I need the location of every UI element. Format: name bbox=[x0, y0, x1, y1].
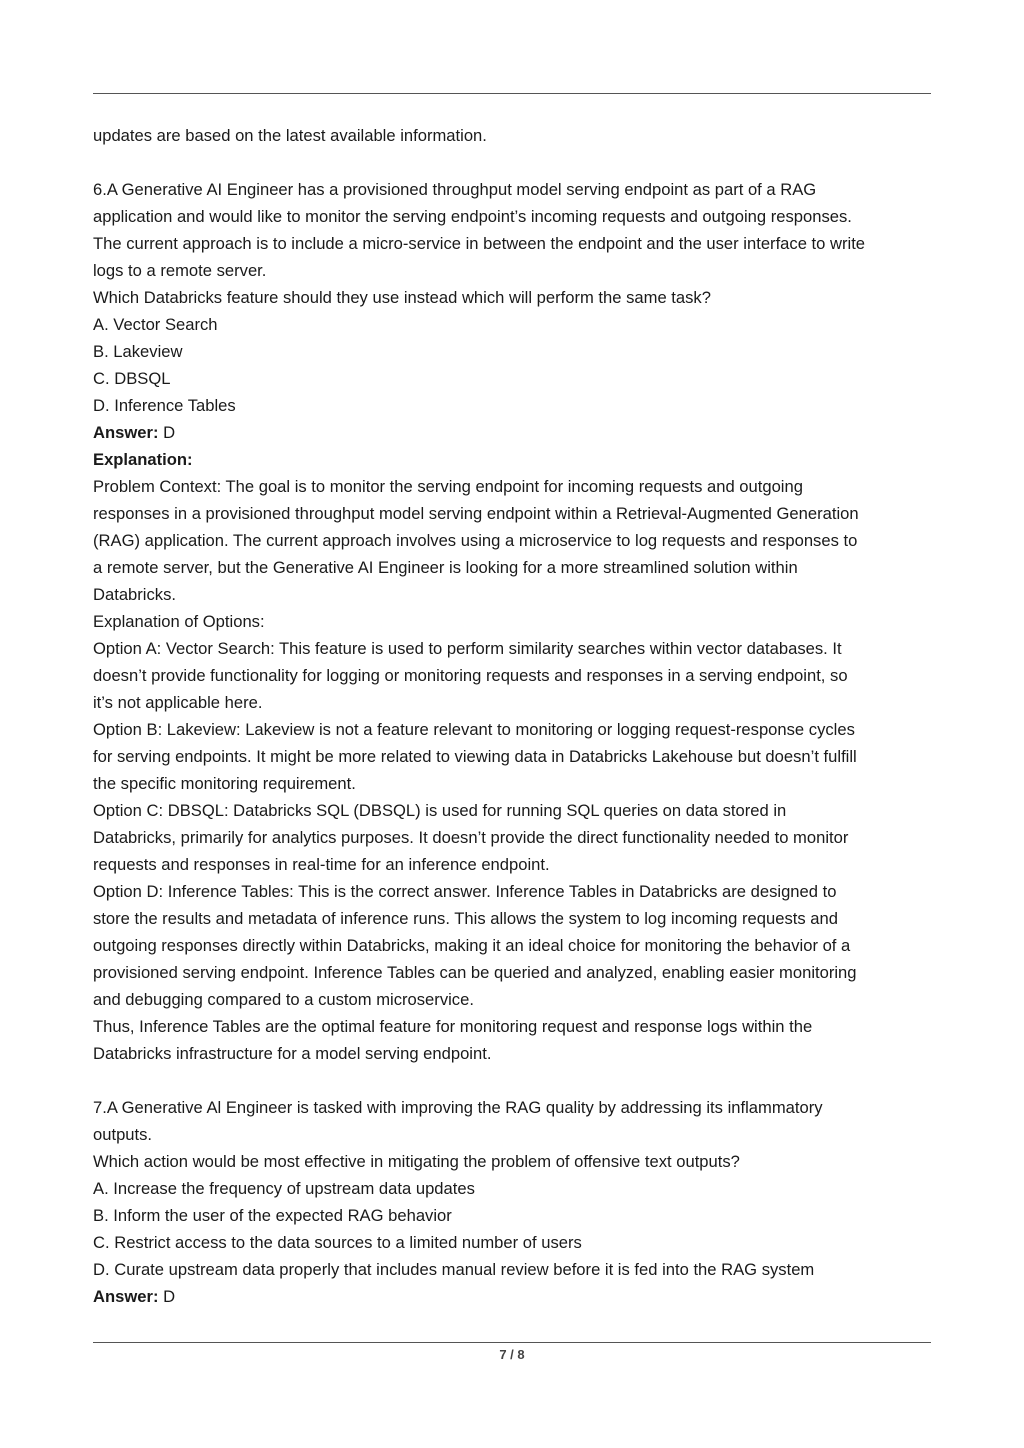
q7-option-d: D. Curate upstream data properly that includes manual review before it is fed into the RAG system bbox=[93, 1260, 815, 1279]
explanation-line: responses in a provisioned throughput model serving endpoint within a Retrieval-Augmented Generation bbox=[93, 504, 859, 523]
explanation-line: Option D: Inference Tables: This is the correct answer. Inference Tables in Databricks are designed to bbox=[93, 882, 837, 901]
explanation-line: doesn’t provide functionality for logging or monitoring requests and responses in a serving endpoint, so bbox=[93, 666, 848, 685]
q6-stem-line: 6.A Generative AI Engineer has a provisioned throughput model serving endpoint as part of a RAG bbox=[93, 180, 817, 199]
explanation-line: and debugging compared to a custom microservice. bbox=[93, 990, 474, 1009]
paragraph-gap bbox=[93, 149, 938, 176]
q6-option-a: A. Vector Search bbox=[93, 315, 218, 334]
explanation-line: Option B: Lakeview: Lakeview is not a feature relevant to monitoring or logging request-response cycles bbox=[93, 720, 855, 739]
explanation-line: store the results and metadata of inference runs. This allows the system to log incoming requests and bbox=[93, 909, 838, 928]
q6-option-c: C. DBSQL bbox=[93, 369, 171, 388]
answer-value: D bbox=[158, 1287, 176, 1306]
explanation-line: for serving endpoints. It might be more related to viewing data in Databricks Lakehouse but doesn’t fulfill bbox=[93, 747, 857, 766]
q6-option-d: D. Inference Tables bbox=[93, 396, 236, 415]
explanation-line: Explanation of Options: bbox=[93, 612, 265, 631]
q6-option-b: B. Lakeview bbox=[93, 342, 183, 361]
explanation-heading: Explanation: bbox=[93, 450, 193, 469]
explanation-line: (RAG) application. The current approach involves using a microservice to log requests and responses to bbox=[93, 531, 858, 550]
explanation-line: a remote server, but the Generative AI Engineer is looking for a more streamlined solution within bbox=[93, 558, 798, 577]
q6-answer bbox=[93, 419, 938, 446]
footer-rule bbox=[93, 1342, 931, 1343]
page-content bbox=[93, 122, 938, 1310]
explanation-line: requests and responses in real-time for an inference endpoint. bbox=[93, 855, 550, 874]
q7-option-c: C. Restrict access to the data sources to a limited number of users bbox=[93, 1233, 582, 1252]
q6-stem-line: application and would like to monitor the serving endpoint’s incoming requests and outgoing responses. bbox=[93, 207, 852, 226]
explanation-line: it’s not applicable here. bbox=[93, 693, 263, 712]
paragraph-gap bbox=[93, 1067, 938, 1094]
q7-stem-line: outputs. bbox=[93, 1125, 153, 1144]
explanation-line: Databricks. bbox=[93, 585, 176, 604]
q6-stem-line: logs to a remote server. bbox=[93, 261, 267, 280]
question-6 bbox=[93, 176, 938, 1067]
explanation-line: outgoing responses directly within Databricks, making it an ideal choice for monitoring the behavior of a bbox=[93, 936, 851, 955]
q7-option-a: A. Increase the frequency of upstream data updates bbox=[93, 1179, 475, 1198]
explanation-line: Problem Context: The goal is to monitor the serving endpoint for incoming requests and outgoing bbox=[93, 477, 803, 496]
q7-stem-line: 7.A Generative Al Engineer is tasked with improving the RAG quality by addressing its inflammatory bbox=[93, 1098, 823, 1117]
explanation-line: Option A: Vector Search: This feature is used to perform similarity searches within vector databases. It bbox=[93, 639, 842, 658]
q6-stem-line: The current approach is to include a micro-service in between the endpoint and the user interface to write bbox=[93, 234, 866, 253]
question-7 bbox=[93, 1094, 938, 1310]
explanation-line: the specific monitoring requirement. bbox=[93, 774, 356, 793]
explanation-line: Thus, Inference Tables are the optimal feature for monitoring request and response logs within the bbox=[93, 1017, 813, 1036]
intro-line: updates are based on the latest available information. bbox=[93, 126, 487, 145]
q7-answer bbox=[93, 1283, 938, 1310]
explanation-line: provisioned serving endpoint. Inference Tables can be queried and analyzed, enabling easier monitoring bbox=[93, 963, 857, 982]
answer-value: D bbox=[158, 423, 176, 442]
explanation-line: Databricks infrastructure for a model serving endpoint. bbox=[93, 1044, 492, 1063]
page-number: 7 / 8 bbox=[499, 1347, 525, 1362]
header-rule bbox=[93, 93, 931, 94]
q7-stem-line: Which action would be most effective in mitigating the problem of offensive text outputs? bbox=[93, 1152, 740, 1171]
explanation-line: Databricks, primarily for analytics purposes. It doesn’t provide the direct functionality needed to monitor bbox=[93, 828, 849, 847]
answer-label: Answer: bbox=[93, 1287, 159, 1306]
q6-stem-line: Which Databricks feature should they use instead which will perform the same task? bbox=[93, 288, 711, 307]
q7-option-b: B. Inform the user of the expected RAG behavior bbox=[93, 1206, 452, 1225]
explanation-line: Option C: DBSQL: Databricks SQL (DBSQL) is used for running SQL queries on data stored in bbox=[93, 801, 787, 820]
answer-label: Answer: bbox=[93, 423, 159, 442]
